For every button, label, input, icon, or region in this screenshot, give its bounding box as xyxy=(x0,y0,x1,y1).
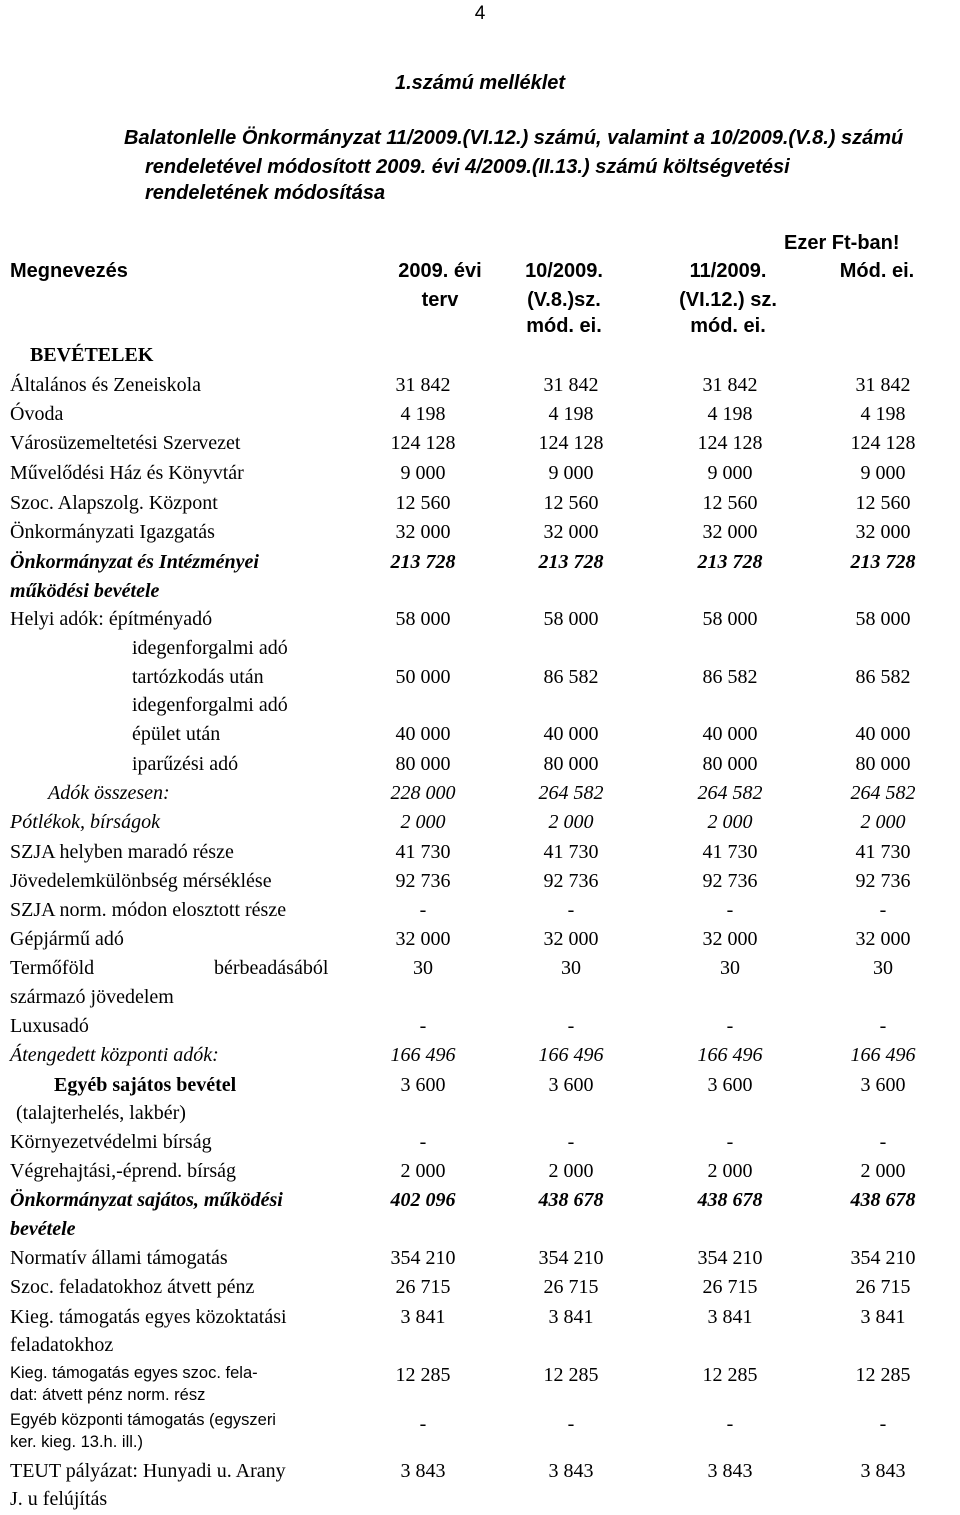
cell-plan: 58 000 xyxy=(395,608,451,630)
row-label: Önkormányzati Igazgatás xyxy=(10,521,215,543)
row-label: iparűzési adó xyxy=(132,753,239,775)
cell-plan: 2 000 xyxy=(400,1160,446,1182)
cell-modified: 213 728 xyxy=(850,551,916,573)
cell-mod2: 86 582 xyxy=(702,666,758,688)
cell-plan: 26 715 xyxy=(395,1276,451,1298)
cell-plan: 32 000 xyxy=(395,521,451,543)
row-label: Helyi adók: építményadó xyxy=(10,608,213,630)
cell-plan: - xyxy=(419,1131,427,1153)
cell-mod2: 3 843 xyxy=(707,1460,753,1482)
cell-mod1: - xyxy=(567,1015,575,1037)
cell-modified: 86 582 xyxy=(855,666,911,688)
cell-mod1: 124 128 xyxy=(538,432,604,454)
cell-mod1: 92 736 xyxy=(543,870,599,892)
cell-mod2: 58 000 xyxy=(702,608,758,630)
row-label: Gépjármű adó xyxy=(10,928,124,950)
cell-mod2: 354 210 xyxy=(697,1247,763,1269)
row-label: Adók összesen: xyxy=(48,782,170,804)
row-label: SZJA helyben maradó része xyxy=(10,841,234,863)
cell-mod2: - xyxy=(726,1413,734,1435)
cell-mod1: 12 560 xyxy=(543,492,599,514)
cell-mod1: 2 000 xyxy=(548,811,594,833)
cell-modified: - xyxy=(879,899,887,921)
cell-mod1: 354 210 xyxy=(538,1247,604,1269)
row-label: idegenforgalmi adó xyxy=(132,694,288,716)
row-label: Önkormányzat sajátos, működési xyxy=(10,1189,283,1211)
cell-mod2: 12 285 xyxy=(702,1364,758,1386)
column-header-mod2-line-1: 11/2009. xyxy=(689,260,767,282)
cell-modified: 166 496 xyxy=(850,1044,916,1066)
cell-mod2: 124 128 xyxy=(697,432,763,454)
cell-plan: 30 xyxy=(413,957,433,979)
row-label-line-2: ker. kieg. 13.h. ill.) xyxy=(10,1433,143,1451)
cell-plan: 31 842 xyxy=(395,374,451,396)
row-label: Művelődési Ház és Könyvtár xyxy=(10,462,244,484)
row-label: Pótlékok, bírságok xyxy=(10,811,160,833)
row-label: Szoc. feladatokhoz átvett pénz xyxy=(10,1276,255,1298)
cell-mod2: 32 000 xyxy=(702,521,758,543)
cell-plan: 50 000 xyxy=(395,666,451,688)
cell-plan: 92 736 xyxy=(395,870,451,892)
column-header-mod2-line-3: mód. ei. xyxy=(690,315,766,337)
cell-modified: 58 000 xyxy=(855,608,911,630)
cell-mod1: 438 678 xyxy=(538,1189,604,1211)
cell-plan: 9 000 xyxy=(400,462,446,484)
cell-modified: 40 000 xyxy=(855,723,911,745)
cell-mod2: - xyxy=(726,899,734,921)
row-label: Óvoda xyxy=(10,403,64,425)
row-label: Termőföld xyxy=(10,957,95,979)
cell-mod1: 3 841 xyxy=(548,1306,594,1328)
cell-mod2: - xyxy=(726,1131,734,1153)
document-title-line-3: rendeletének módosítása xyxy=(145,182,386,204)
row-label: Szoc. Alapszolg. Központ xyxy=(10,492,218,514)
cell-modified: 3 843 xyxy=(860,1460,906,1482)
cell-modified: 3 841 xyxy=(860,1306,906,1328)
cell-modified: 3 600 xyxy=(860,1074,906,1096)
cell-modified: 354 210 xyxy=(850,1247,916,1269)
cell-mod1: 2 000 xyxy=(548,1160,594,1182)
cell-plan: 354 210 xyxy=(390,1247,456,1269)
cell-mod1: 80 000 xyxy=(543,753,599,775)
cell-modified: - xyxy=(879,1413,887,1435)
cell-mod1: 3 843 xyxy=(548,1460,594,1482)
cell-modified: 32 000 xyxy=(855,521,911,543)
unit-note: Ezer Ft-ban! xyxy=(784,232,900,254)
row-label-part-2: bérbeadásából xyxy=(214,957,329,979)
cell-mod2: - xyxy=(726,1015,734,1037)
cell-modified: 12 560 xyxy=(855,492,911,514)
column-header-modified-estimate: Mód. ei. xyxy=(839,260,915,282)
cell-mod2: 80 000 xyxy=(702,753,758,775)
row-label: Kieg. támogatás egyes közoktatási xyxy=(10,1306,287,1328)
row-label: Városüzemeltetési Szervezet xyxy=(10,432,241,454)
cell-modified: 12 285 xyxy=(855,1364,911,1386)
column-header-name: Megnevezés xyxy=(10,260,128,282)
cell-mod2: 32 000 xyxy=(702,928,758,950)
cell-mod1: 26 715 xyxy=(543,1276,599,1298)
cell-mod2: 31 842 xyxy=(702,374,758,396)
row-label: Általános és Zeneiskola xyxy=(10,374,202,396)
cell-mod1: 40 000 xyxy=(543,723,599,745)
cell-mod2: 3 600 xyxy=(707,1074,753,1096)
cell-plan: 3 843 xyxy=(400,1460,446,1482)
cell-plan: - xyxy=(419,1015,427,1037)
cell-modified: 80 000 xyxy=(855,753,911,775)
cell-mod2: 9 000 xyxy=(707,462,753,484)
column-header-plan-line-1: 2009. évi xyxy=(398,260,482,282)
cell-plan: 32 000 xyxy=(395,928,451,950)
cell-mod1: 166 496 xyxy=(538,1044,604,1066)
cell-mod1: - xyxy=(567,899,575,921)
cell-mod1: 30 xyxy=(561,957,581,979)
cell-modified: - xyxy=(879,1015,887,1037)
cell-mod1: - xyxy=(567,1131,575,1153)
cell-modified: - xyxy=(879,1131,887,1153)
cell-mod2: 30 xyxy=(720,957,740,979)
row-label: Kieg. támogatás egyes szoc. fela- xyxy=(10,1364,258,1382)
cell-mod2: 213 728 xyxy=(697,551,763,573)
cell-mod1: 12 285 xyxy=(543,1364,599,1386)
cell-mod2: 40 000 xyxy=(702,723,758,745)
cell-modified: 264 582 xyxy=(850,782,916,804)
cell-mod1: 41 730 xyxy=(543,841,599,863)
cell-plan: 228 000 xyxy=(390,782,456,804)
cell-mod1: 32 000 xyxy=(543,928,599,950)
row-label-line-2: bevétele xyxy=(10,1218,76,1240)
row-label: Egyéb központi támogatás (egyszeri xyxy=(10,1411,276,1429)
cell-plan: 2 000 xyxy=(400,811,446,833)
row-label-line-2: működési bevétele xyxy=(10,580,160,602)
cell-plan: - xyxy=(419,899,427,921)
cell-modified: 438 678 xyxy=(850,1189,916,1211)
row-label-line-2: származó jövedelem xyxy=(10,986,174,1008)
cell-modified: 2 000 xyxy=(860,1160,906,1182)
cell-modified: 92 736 xyxy=(855,870,911,892)
row-label: Környezetvédelmi bírság xyxy=(10,1131,212,1153)
cell-modified: 26 715 xyxy=(855,1276,911,1298)
cell-modified: 2 000 xyxy=(860,811,906,833)
row-label: Végrehajtási,-éprend. bírság xyxy=(10,1160,237,1182)
column-header-mod1-line-3: mód. ei. xyxy=(526,315,602,337)
document-title-line-2: rendeletével módosított 2009. évi 4/2009.(II.13.) számú költségvetési xyxy=(145,156,790,178)
row-label: idegenforgalmi adó xyxy=(132,637,288,659)
cell-plan: 3 600 xyxy=(400,1074,446,1096)
cell-plan: - xyxy=(419,1413,427,1435)
cell-mod2: 2 000 xyxy=(707,1160,753,1182)
cell-mod2: 3 841 xyxy=(707,1306,753,1328)
column-header-mod1-line-2: (V.8.)sz. xyxy=(527,289,601,311)
row-label-line-2: épület után xyxy=(132,723,221,745)
row-label-line-2: dat: átvett pénz norm. rész xyxy=(10,1386,206,1404)
cell-plan: 402 096 xyxy=(390,1189,456,1211)
cell-mod1: 3 600 xyxy=(548,1074,594,1096)
row-label-line-2: feladatokhoz xyxy=(10,1334,114,1356)
cell-mod1: 32 000 xyxy=(543,521,599,543)
cell-modified: 41 730 xyxy=(855,841,911,863)
cell-mod2: 166 496 xyxy=(697,1044,763,1066)
cell-mod1: 86 582 xyxy=(543,666,599,688)
cell-plan: 41 730 xyxy=(395,841,451,863)
cell-plan: 4 198 xyxy=(400,403,446,425)
cell-mod2: 92 736 xyxy=(702,870,758,892)
cell-plan: 124 128 xyxy=(390,432,456,454)
cell-mod2: 41 730 xyxy=(702,841,758,863)
cell-plan: 213 728 xyxy=(390,551,456,573)
row-label-line-2: (talajterhelés, lakbér) xyxy=(16,1102,186,1124)
column-header-plan-line-2: terv xyxy=(421,289,459,311)
cell-modified: 30 xyxy=(873,957,893,979)
cell-plan: 3 841 xyxy=(400,1306,446,1328)
row-label: SZJA norm. módon elosztott része xyxy=(10,899,287,921)
cell-mod1: - xyxy=(567,1413,575,1435)
cell-modified: 32 000 xyxy=(855,928,911,950)
annex-title: 1.számú melléklet xyxy=(394,72,566,94)
row-label-line-2: tartózkodás után xyxy=(132,666,264,688)
cell-plan: 12 285 xyxy=(395,1364,451,1386)
row-label: Jövedelemkülönbség mérséklése xyxy=(10,870,272,892)
cell-mod1: 213 728 xyxy=(538,551,604,573)
cell-mod2: 12 560 xyxy=(702,492,758,514)
row-label: Önkormányzat és Intézményei xyxy=(10,551,259,573)
cell-plan: 166 496 xyxy=(390,1044,456,1066)
cell-mod2: 438 678 xyxy=(697,1189,763,1211)
cell-modified: 124 128 xyxy=(850,432,916,454)
cell-mod1: 9 000 xyxy=(548,462,594,484)
row-label: Átengedett központi adók: xyxy=(10,1044,219,1066)
cell-mod2: 264 582 xyxy=(697,782,763,804)
row-label: Luxusadó xyxy=(10,1015,89,1037)
cell-plan: 80 000 xyxy=(395,753,451,775)
cell-modified: 4 198 xyxy=(860,403,906,425)
cell-modified: 9 000 xyxy=(860,462,906,484)
cell-mod2: 26 715 xyxy=(702,1276,758,1298)
cell-mod1: 264 582 xyxy=(538,782,604,804)
section-heading-revenues: BEVÉTELEK xyxy=(30,344,154,366)
cell-mod2: 4 198 xyxy=(707,403,753,425)
document-title-line-1: Balatonlelle Önkormányzat 11/2009.(VI.12.) számú, valamint a 10/2009.(V.8.) számú xyxy=(124,127,904,149)
cell-modified: 31 842 xyxy=(855,374,911,396)
cell-plan: 12 560 xyxy=(395,492,451,514)
row-label-line-2: J. u felújítás xyxy=(10,1488,108,1510)
cell-mod1: 31 842 xyxy=(543,374,599,396)
cell-mod2: 2 000 xyxy=(707,811,753,833)
column-header-mod1-line-1: 10/2009. xyxy=(525,260,603,282)
column-header-mod2-line-2: (VI.12.) sz. xyxy=(679,289,777,311)
row-label: Normatív állami támogatás xyxy=(10,1247,228,1269)
row-label: Egyéb sajátos bevétel xyxy=(54,1074,237,1096)
cell-mod1: 58 000 xyxy=(543,608,599,630)
page-number: 4 xyxy=(474,3,486,24)
cell-mod1: 4 198 xyxy=(548,403,594,425)
cell-plan: 40 000 xyxy=(395,723,451,745)
row-label: TEUT pályázat: Hunyadi u. Arany xyxy=(10,1460,286,1482)
